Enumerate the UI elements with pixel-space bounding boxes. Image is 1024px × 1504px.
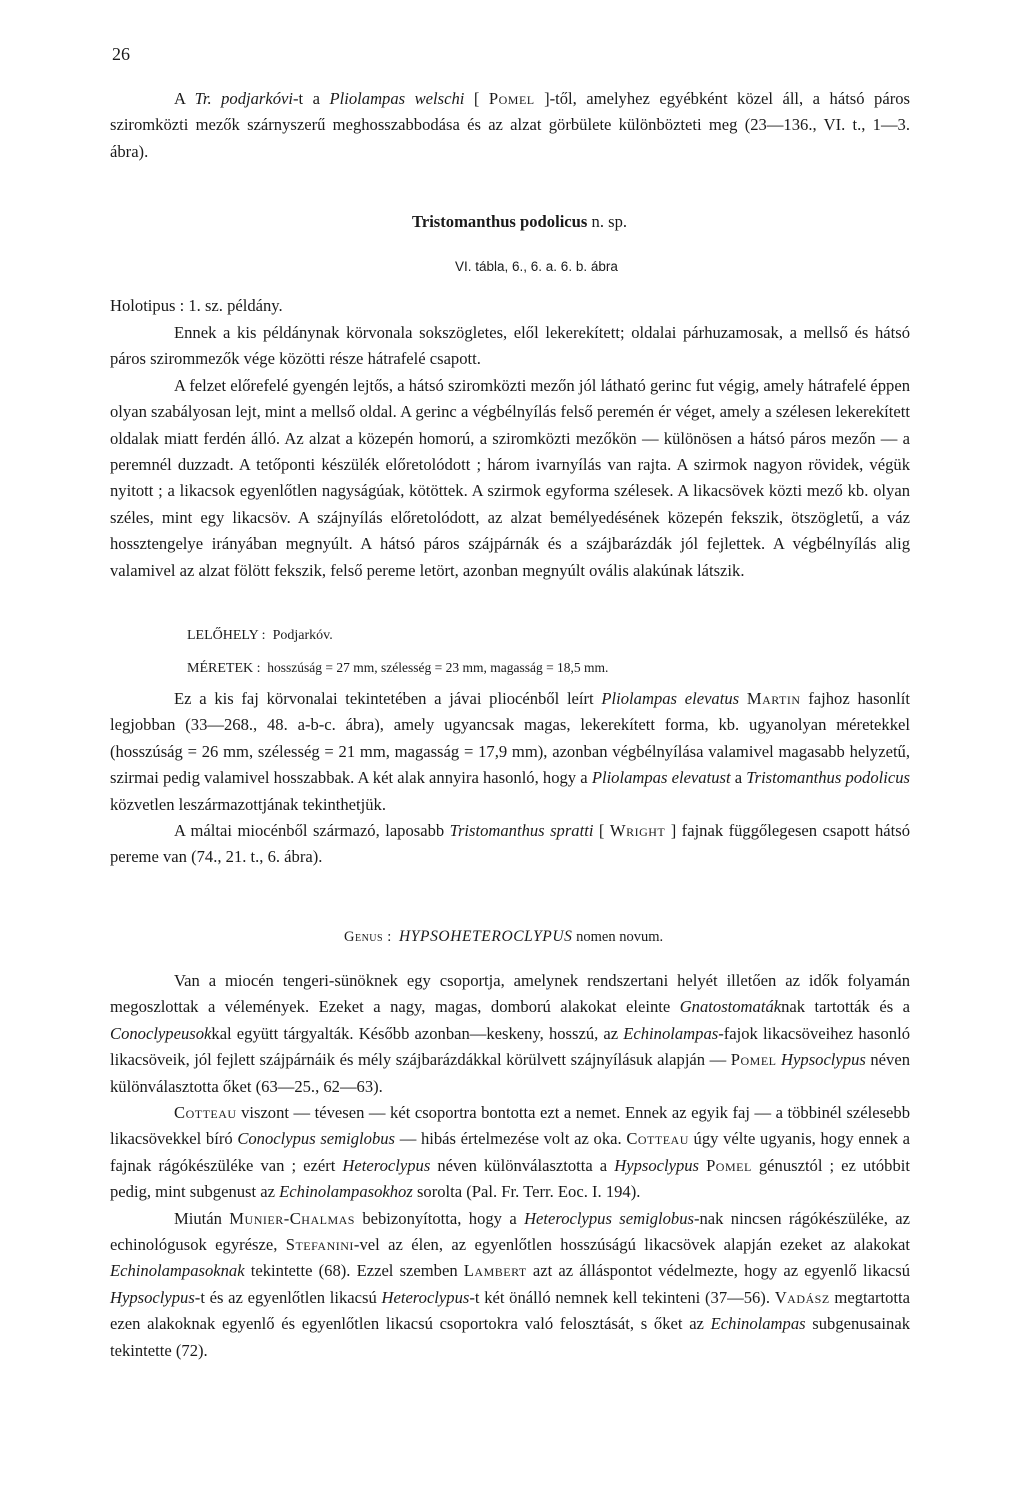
italic-text: Tristomanthus podolicus [746,768,910,788]
text-run: néven különválasztotta őket (63—25., 62—63). [110,1050,910,1096]
italic-text: Hypsoclypus [110,1287,195,1307]
text-run: azt az álláspontot védelmezte, hogy az egyenlő likacsú [526,1261,910,1281]
italic-text: Echinolampas [623,1023,719,1043]
text-run: ]-től, amelyhez egyébként közel áll, a hátsó páros sziromközti mezők szárnyszerű meghosszabbodása és az alzat görbülete különbözteti meg (23—136., VI. t., 1—3. ábra). [110,89,910,161]
locality-line [187,628,333,644]
italic-text: Gnatostomaták [679,997,782,1017]
text-run: A [174,89,195,108]
genus-label: Genus : [344,929,392,945]
italic-text: Heteroclypus [342,1155,431,1175]
description-paragraph-1 [110,320,910,373]
italic-text: Conoclypeusok [110,1023,212,1043]
comparison-paragraph-1 [110,686,910,818]
description-paragraph-2 [110,373,910,584]
text-run: — hibás értelmezése volt az oka. [395,1129,627,1149]
text-run: közvetlen leszármazottjának tekinthetjük. [110,794,386,814]
text-run: -nak nincsen rágókészüléke, az echinológusok egyrésze, [110,1208,910,1255]
author-name: Pomel [706,1155,752,1175]
locality-value: Podjarkóv. [272,628,333,643]
italic-text: Echinolampasokhoz [279,1182,413,1202]
text-run: -t két önálló nemnek kell tekinteni (37—56). [469,1287,775,1307]
text-run: fajhoz hasonlít legjobban (33—268., 48. a-b-c. ábra), amely ugyancsak magas, lekerekített forma, kb. ugyanolyan méretekkel (hosszúság = 26 mm, szélesség = 21 mm, magasság = 17,9 mm), azonban végbélnyílása valamivel magasabb helyzetű, szirmai pedig valamivel hosszabbak. A két alak annyira hasonló, hogy a [110,689,910,788]
measurements-line [187,660,608,677]
italic-text: Tristomanthus spratti [449,821,594,841]
history-paragraph-2 [110,1100,910,1206]
measurements-label: MÉRETEK : [187,661,261,676]
measurements-value: hosszúság = 27 mm, szélesség = 23 mm, magasság = 18,5 mm. [267,660,609,675]
text-run: nak tartották és a [781,997,910,1017]
author-name: Munier-Chalmas [229,1208,355,1228]
author-name: Vadász [774,1287,830,1307]
author-name: Stefanini [285,1235,354,1255]
text-run: -fajok likacsöveihez hasonló likacsöveik, jól fejlett szájpárnáik és mély szájbarázdákkal körülvett szájnyílásuk alapján — [110,1023,910,1070]
text-run: Ennek a kis példánynak körvonala sokszögletes, elől lekerekített; oldalai párhuzamosak, a mellső és hátsó páros szirommezők vége közötti része hátrafelé csapott. [110,323,910,369]
text-run: Van a miocén tengeri-sünöknek egy csoportja, amelynek rendszertani helyét illetően az idők folyamán megoszlottak a vélemények. Ezeket a nagy, magas, domború alakokat eleinte [110,971,910,1017]
text-run: bebizonyította, hogy a [354,1208,525,1228]
text-run: megtartotta ezen alakoknak egyenlő és egyenlőtlen likacsú csoportokra való felosztását, s őket az [110,1287,910,1334]
species-suffix: n. sp. [591,212,628,231]
genus-suffix: nomen novum. [576,929,664,945]
text-run: A máltai miocénből származó, laposabb [174,821,450,841]
genus-name: HYPSOHETEROCLYPUS [399,928,573,945]
text-run: Ez a kis faj körvonalai tekintetében a jávai pliocénből leírt [174,689,602,708]
text-run: kal együtt tárgyalták. Később azonban—keskeny, hosszú, az [211,1023,624,1043]
text-run: -t a [293,89,330,108]
italic-text: Hypsoclypus [614,1155,700,1175]
comparison-paragraph-2 [110,818,910,871]
italic-text: Pliolampas welschi [329,89,465,108]
author-name: Lambert [463,1261,527,1281]
text-run: génusztól ; ez utóbbit pedig, mint subgenust az [110,1155,910,1202]
intro-paragraph [110,86,910,165]
locality-label: LELŐHELY : [187,628,266,643]
history-paragraph-1 [110,968,910,1100]
intro-text [110,86,910,165]
italic-text: Hypsoclypus [781,1050,866,1070]
text-run: a [730,768,747,788]
italic-text: Echinolampasoknak [110,1261,245,1281]
italic-text: Conoclypus semiglobus [237,1129,396,1149]
italic-text: Tr. podjarkóvi [194,89,294,108]
text-run: viszont — tévesen — két csoportra bontotta ezt a nemet. Ennek az egyik faj — a többinél szélesebb likacsövekkel bíró [110,1103,910,1149]
comparison-section [110,686,910,871]
author-name: Cotteau [174,1103,237,1123]
author-name: Pomel [730,1050,777,1070]
text-run: ] fajnak függőlegesen csapott hátsó pereme van (74., 21. t., 6. ábra). [110,821,911,867]
history-section [110,968,910,1364]
author-name: Cotteau [626,1129,689,1149]
holotype-line: Holotipus : 1. sz. példány. [110,296,283,315]
text-run [739,689,747,708]
text-run: sorolta (Pal. Fr. Terr. Eoc. I. 194). [412,1182,641,1202]
author-name: Wright [609,821,666,841]
description-section [110,320,910,584]
italic-text: Heteroclypus semiglobus [524,1208,694,1228]
text-run: [ [464,89,489,108]
italic-text: Echinolampas [710,1314,806,1334]
text-run: [ [593,821,610,841]
text-run: subgenusainak tekintette (72). [110,1314,910,1360]
plate-reference: VI. tábla, 6., 6. a. 6. b. ábra [455,259,618,274]
text-run: -t és az egyenlőtlen likacsú [194,1287,382,1307]
text-run: néven különválasztotta a [430,1155,615,1175]
italic-text: Pliolampas elevatust [591,768,731,788]
text-run: úgy vélte ugyanis, hogy ennek a fajnak rágókészüléke van ; ezért [110,1129,910,1175]
italic-text: Pliolampas elevatus [601,689,740,708]
italic-text: Heteroclypus [381,1287,470,1307]
species-title: Tristomanthus podolicus [412,212,588,231]
species-heading [412,212,627,232]
author-name: Martin [746,689,801,708]
genus-heading [344,928,663,946]
text-run: Miután [174,1208,230,1228]
history-paragraph-3 [110,1206,910,1364]
text-run: tekintette (68). Ezzel szemben [244,1261,464,1281]
page-number: 26 [112,44,130,64]
author-name: Pomel [488,89,535,108]
text-run: -vel az élen, az egyenlőtlen hosszúságú likacsövek alapján ezeket az alakokat [353,1235,910,1255]
text-run: A felzet előrefelé gyengén lejtős, a hátsó sziromközti mezőn jól látható gerinc fut végig, amely hátrafelé éppen olyan szabályosan lejt, mint a mellső oldal. A gerinc a végbélnyílás felső peremén ér véget, amely a szélesen lekerekített oldalak miatt ferdén álló. Az alzat a közepén homorú, a sziromközti mezőkön — különösen a hátsó páros mezőn — a peremnél duzzadt. A tetőponti készülék előretolódott ; három ivarnyílás van rajta. A szirmok nagyon rövidek, végük nyitott ; a likacsok egyenlőtlen nagyságúak, kötöttek. A szirmok egyforma szélesek. A likacsövek közti mező kb. olyan széles, mint egy likacsöv. A szájnyílás előretolódott, az alzat bemélyedésének közepén fekszik, ötszögletű, a váz hossztengelye irányában megnyúlt. A hátsó páros szájpárnák és a szájbarázdák jól fejlettek. A végbélnyílás alig valamivel az alzat fölött fekszik, felső pereme letört, azonban megnyúlt ovális alakúnak látszik. [110,375,910,580]
